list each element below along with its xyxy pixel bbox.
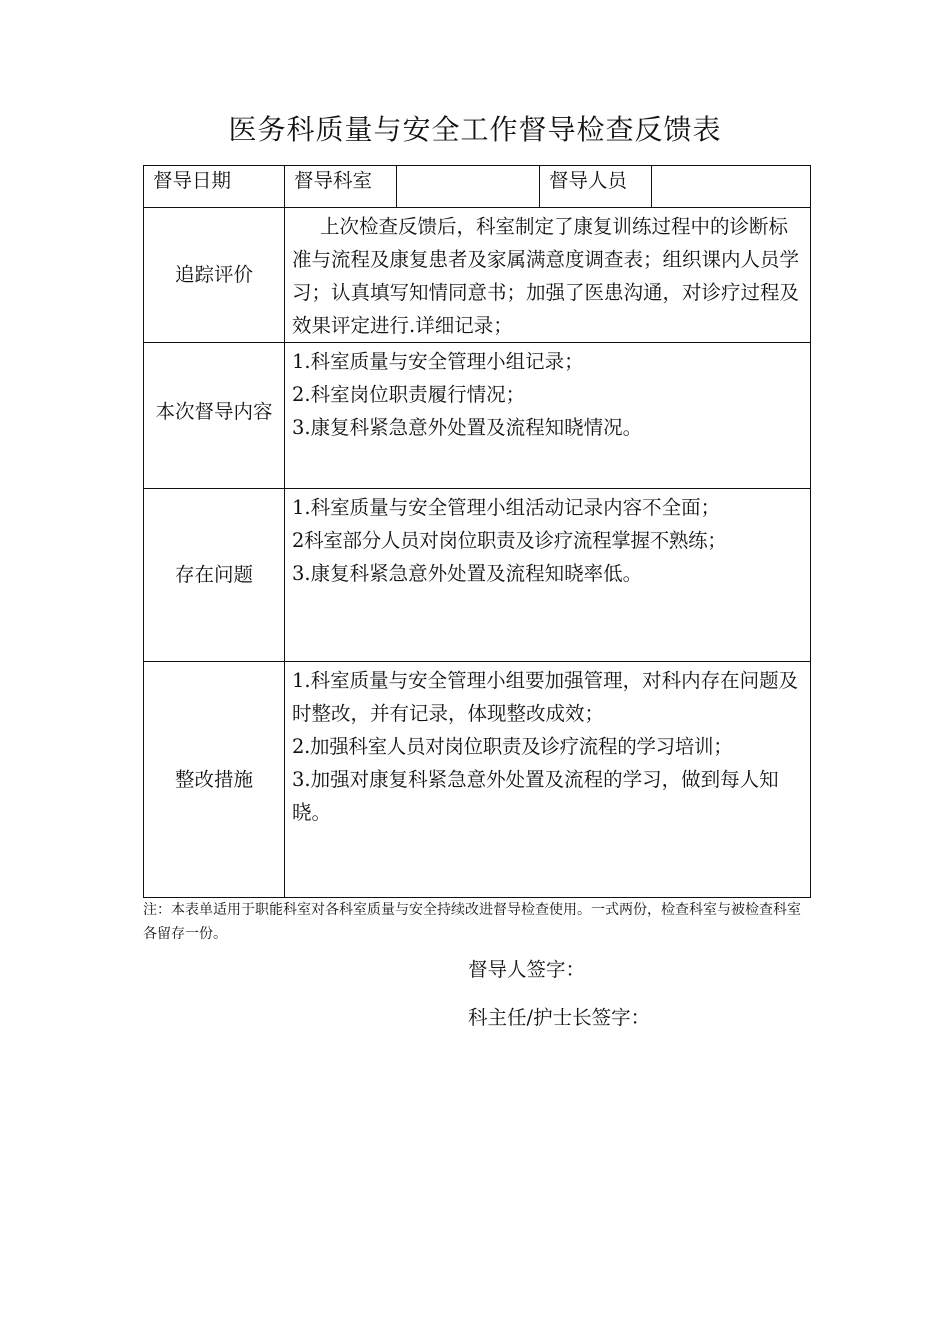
problem-item: 1.科室质量与安全管理小组活动记录内容不全面； (292, 496, 721, 519)
inspection-date-label: 督导日期 (144, 166, 285, 208)
problems-label: 存在问题 (144, 489, 285, 662)
content-row (144, 343, 811, 489)
inspected-dept-label: 督导科室 (285, 166, 397, 208)
problems-row (144, 489, 811, 662)
inspected-dept-field[interactable] (397, 166, 540, 208)
problem-item: 3.康复科紧急意外处置及流程知晓率低。 (292, 562, 643, 585)
inspector-field[interactable] (652, 166, 811, 208)
header-row (144, 166, 811, 208)
inspector-signature-label: 督导人签字： (468, 958, 586, 981)
content-items (285, 343, 811, 489)
measures-row (144, 662, 811, 898)
problem-item: 2科室部分人员对岗位职责及诊疗流程掌握不熟练； (292, 529, 727, 552)
inspection-feedback-table (143, 165, 811, 898)
tracking-row (144, 208, 811, 343)
tracking-content (285, 208, 811, 343)
content-item: 1.科室质量与安全管理小组记录； (292, 350, 584, 373)
director-signature-label: 科主任/护士长签字： (468, 1006, 651, 1029)
measure-item: 2.加强科室人员对岗位职责及诊疗流程的学习培训； (292, 735, 733, 758)
measure-item: 3.加强对康复科紧急意外处置及流程的学习，做到每人知晓。 (292, 768, 779, 824)
content-label: 本次督导内容 (144, 343, 285, 489)
tracking-text: 上次检查反馈后，科室制定了康复训练过程中的诊断标准与流程及康复患者及家属满意度调查表；组织课内人员学习；认真填写知情同意书；加强了医患沟通，对诊疗过程及效果评定进行.详细记录； (292, 215, 800, 337)
content-item: 3.康复科紧急意外处置及流程知晓情况。 (292, 416, 643, 439)
page-title: 医务科质量与安全工作督导检查反馈表 (228, 113, 722, 146)
content-item: 2.科室岗位职责履行情况； (292, 383, 526, 406)
measures-label: 整改措施 (144, 662, 285, 898)
measures-items (285, 662, 811, 898)
measure-item: 1.科室质量与安全管理小组要加强管理，对科内存在问题及时整改，并有记录，体现整改成效； (292, 669, 799, 725)
inspector-label: 督导人员 (540, 166, 652, 208)
tracking-label: 追踪评价 (144, 208, 285, 343)
footnote: 注：本表单适用于职能科室对各科室质量与安全持续改进督导检查使用。一式两份，检查科室与被检查科室各留存一份。 (143, 902, 801, 942)
problems-items (285, 489, 811, 662)
